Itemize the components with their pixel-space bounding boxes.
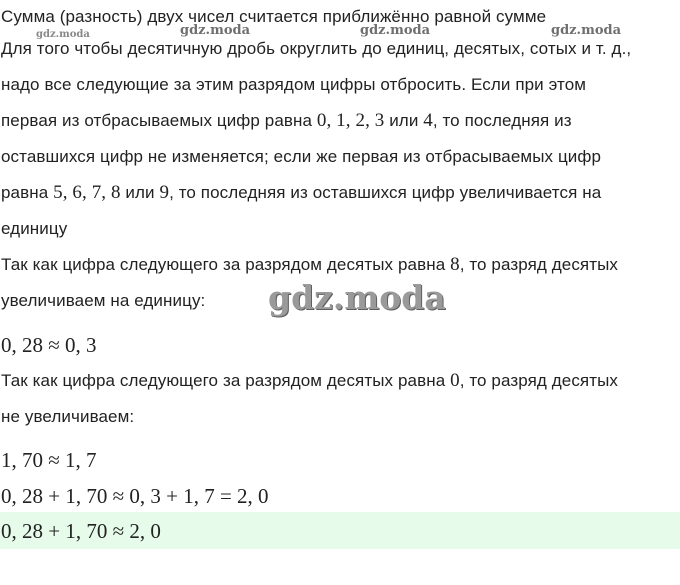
text-line-11: не увеличиваем:: [1, 407, 135, 426]
math-line-1: 0, 28 ≈ 0, 3: [1, 333, 97, 357]
text-line-2: Для того чтобы десятичную дробь округлить до единиц, десятых, сотых и т. д.,: [1, 39, 632, 58]
watermark-logo-large: gdz.moda: [268, 278, 446, 317]
math-line-2: 1, 70 ≈ 1, 7: [1, 448, 97, 472]
text-line-9: увеличиваем на единицу:: [1, 291, 206, 310]
text-line-1: Сумма (разность) двух чисел считается приближённо равной сумме: [1, 7, 547, 26]
answer-line: 0, 28 + 1, 70 ≈ 2, 0: [1, 519, 161, 543]
text-line-6: равна 5, 6, 7, 8 или 9, то последняя из оставшихся цифр увеличивается на: [1, 182, 602, 203]
watermark-logo: gdz.moda: [551, 23, 622, 38]
text-line-4: первая из отбрасываемых цифр равна 0, 1, 2, 3 или 4, то последняя из: [1, 110, 572, 131]
watermark-logo: gdz.moda: [36, 29, 90, 40]
watermark-logo: gdz.moda: [360, 23, 431, 38]
text-line-10: Так как цифра следующего за разрядом десятых равна 0, то разряд десятых: [1, 370, 619, 391]
text-line-5: оставшихся цифр не изменяется; если же первая из отбрасываемых цифр: [1, 147, 602, 166]
text-line-7: единицу: [1, 219, 68, 238]
text-line-3: надо все следующие за этим разрядом цифры отбросить. Если при этом: [1, 75, 587, 94]
text-line-8: Так как цифра следующего за разрядом десятых равна 8, то разряд десятых: [1, 254, 619, 275]
watermark-logo: gdz.moda: [180, 23, 251, 38]
math-line-3: 0, 28 + 1, 70 ≈ 0, 3 + 1, 7 = 2, 0: [1, 484, 269, 508]
